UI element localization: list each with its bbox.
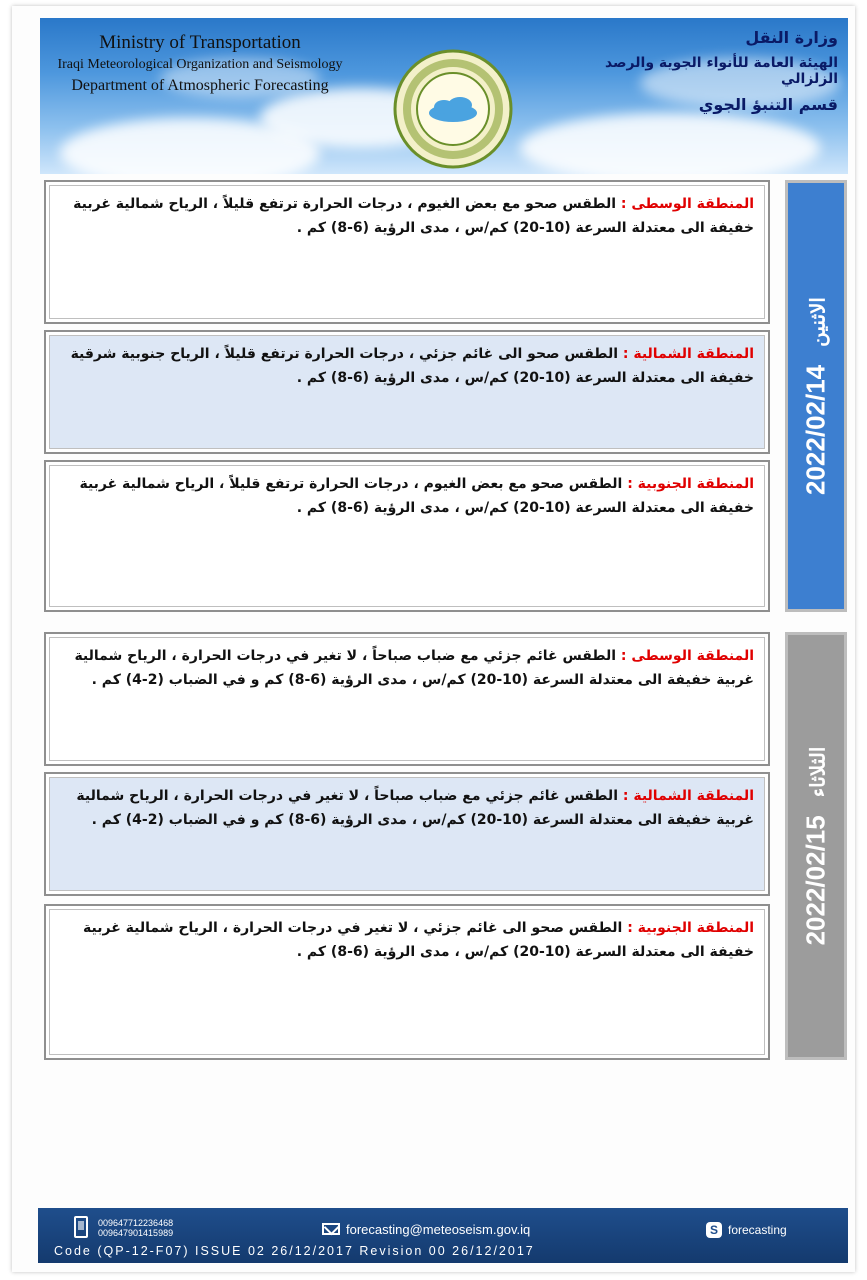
ministry-name-en: Ministry of Transportation xyxy=(99,32,301,53)
phone-number-2: 009647901415989 xyxy=(98,1228,174,1238)
skype-contact[interactable] xyxy=(706,1222,787,1238)
forecast-text: الطقس صحو مع بعض الغيوم ، درجات الحرارة ترتفع قليلاً ، الرياح شمالية غربية خفيفة الى معتدلة السرعة (10-20) كم/س ، مدى الرؤية (6-8) كم . xyxy=(79,476,754,516)
forecast-text: الطقس صحو الى غائم جزئي ، درجات الحرارة ترتفع قليلاً ، الرياح جنوبية شرقية خفيفة الى معتدلة السرعة (10-20) كم/س ، مدى الرؤية (6-8) كم . xyxy=(70,346,754,386)
email-contact[interactable] xyxy=(322,1222,530,1237)
forecast-text: الطقس غائم جزئي مع ضباب صباحاً ، لا تغير في درجات الحرارة ، الرياح شمالية غربية خفيفة الى معتدلة السرعة (10-20) كم/س ، مدى الرؤية (6-8) كم و في الضباب (2-4) كم . xyxy=(76,788,754,828)
skype-icon: S xyxy=(706,1222,722,1238)
header-arabic xyxy=(578,28,838,114)
region-label: المنطقة الشمالية : xyxy=(622,346,754,362)
region-label: المنطقة الوسطى : xyxy=(620,648,754,664)
forecast-text: الطقس صحو الى غائم جزئي ، لا تغير في درجات الحرارة ، الرياح شمالية غربية خفيفة الى معتدلة السرعة (10-20) كم/س ، مدى الرؤية (6-8) كم . xyxy=(83,920,754,960)
phone-numbers xyxy=(98,1218,173,1238)
document-code: Code (QP-12-F07) ISSUE 02 26/12/2017 Revision 00 26/12/2017 xyxy=(54,1244,535,1258)
phone-icon xyxy=(74,1216,88,1238)
region-label: المنطقة الوسطى : xyxy=(620,196,754,212)
forecast-text: الطقس غائم جزئي مع ضباب صباحاً ، لا تغير في درجات الحرارة ، الرياح شمالية غربية خفيفة الى معتدلة السرعة (10-20) كم/س ، مدى الرؤية (6-8) كم و في الضباب (2-4) كم . xyxy=(74,648,754,688)
email-address[interactable]: forecasting@meteoseism.gov.iq xyxy=(346,1222,531,1237)
region-label: المنطقة الشمالية : xyxy=(622,788,754,804)
mail-icon xyxy=(322,1223,340,1235)
day-name: الثلاثاء xyxy=(807,746,830,798)
phone-number-1: 009647712236468 xyxy=(98,1218,174,1228)
header-english xyxy=(50,32,350,95)
day-label-2 xyxy=(785,632,847,1060)
day-section-1 xyxy=(44,180,847,612)
organization-name-ar: الهيئة العامة للأنواء الجوية والرصد الزلزالي xyxy=(604,55,838,87)
header-banner xyxy=(40,18,848,174)
organization-name-en: Iraqi Meteorological Organization and Seismology xyxy=(57,57,343,72)
region-label: المنطقة الجنوبية : xyxy=(627,476,754,492)
forecast-north-day1 xyxy=(44,330,770,454)
department-name-en: Department of Atmospheric Forecasting xyxy=(71,77,329,94)
footer-bar xyxy=(38,1208,848,1263)
ministry-name-ar: وزارة النقل xyxy=(745,28,838,47)
day-name: الاثنين xyxy=(807,297,830,347)
region-label: المنطقة الجنوبية : xyxy=(627,920,754,936)
day-date: 2022/02/14 xyxy=(800,364,831,495)
day-date: 2022/02/15 xyxy=(800,815,831,946)
logo-emblem xyxy=(392,48,514,170)
department-name-ar: قسم التنبؤ الجوي xyxy=(698,95,838,114)
forecast-south-day1 xyxy=(44,460,770,612)
forecast-north-day2 xyxy=(44,772,770,896)
forecast-text: الطقس صحو مع بعض الغيوم ، درجات الحرارة ترتفع قليلاً ، الرياح شمالية غربية خفيفة الى معتدلة السرعة (10-20) كم/س ، مدى الرؤية (6-8) كم . xyxy=(73,196,754,236)
forecast-central-day2 xyxy=(44,632,770,766)
skype-handle[interactable]: forecasting xyxy=(728,1223,787,1237)
day-label-1 xyxy=(785,180,847,612)
forecast-south-day2 xyxy=(44,904,770,1060)
forecast-central-day1 xyxy=(44,180,770,324)
day-section-2 xyxy=(44,632,847,1060)
